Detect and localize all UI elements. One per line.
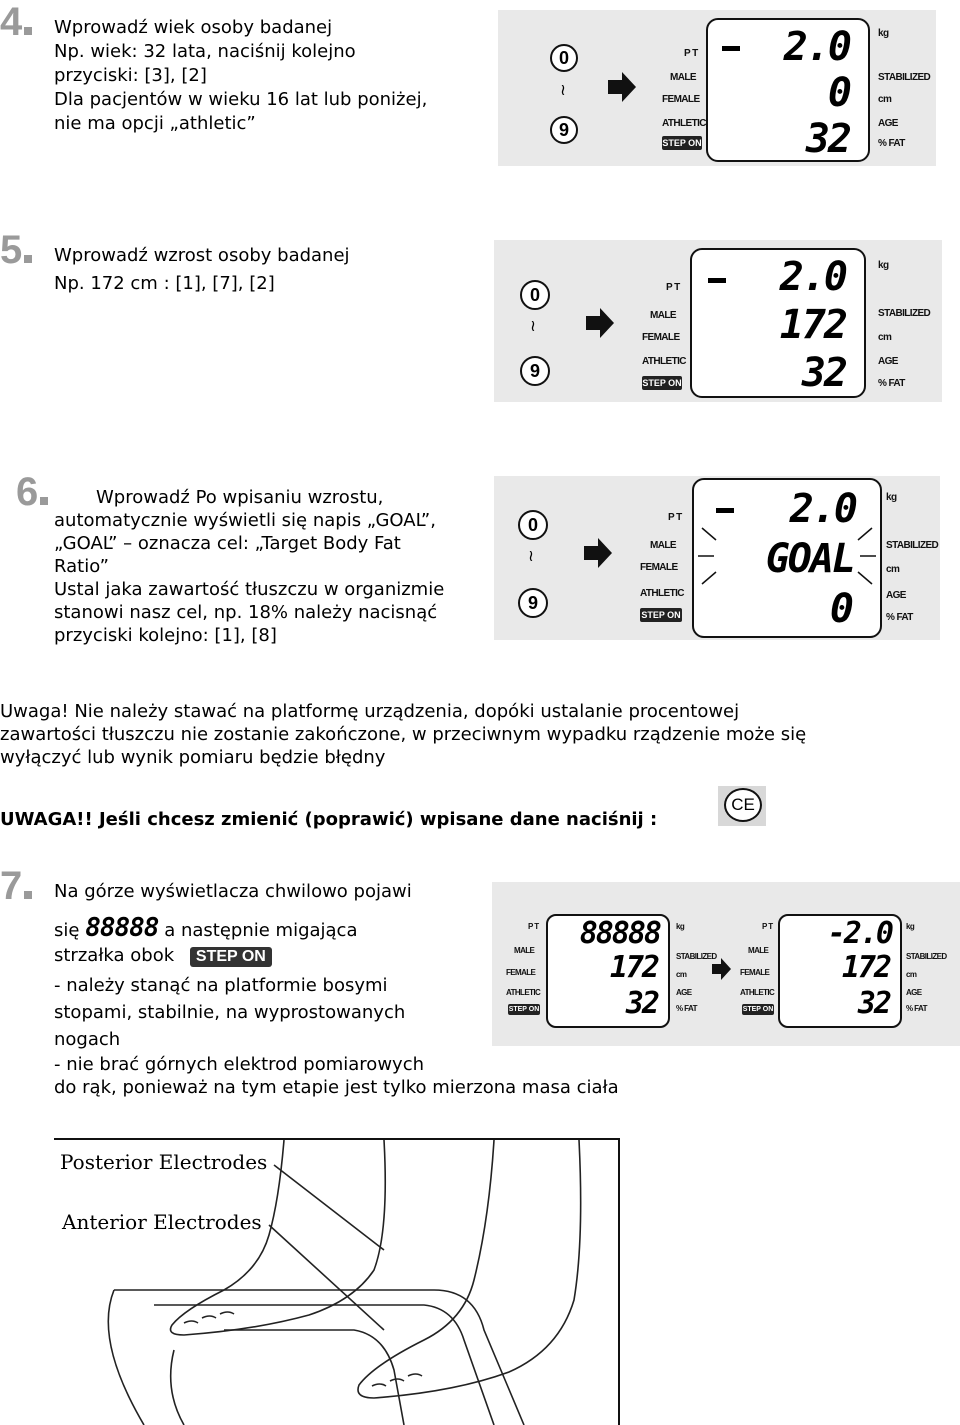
label-female: FEMALE [640, 562, 678, 573]
label-kg: kg [878, 28, 889, 39]
label-male: MALE [650, 310, 676, 321]
ce-button-icon: CE [718, 786, 766, 826]
arrow-right-icon [584, 538, 614, 568]
key-nine-icon: 9 [520, 356, 550, 386]
lcd-screen [692, 478, 882, 638]
label-pt: P T [666, 282, 680, 293]
lcd-screen [690, 248, 866, 398]
step-on-badge: STEP ON [662, 138, 702, 148]
step-number-7: 7 [0, 866, 32, 906]
step7-line3: strzałka obok STEP ON [54, 944, 272, 968]
label-kg: kg [906, 922, 915, 931]
lcd-bot-value: 0 [829, 586, 852, 632]
label-stabilized: STABILIZED [878, 72, 931, 83]
label-athletic: ATHLETIC [642, 356, 686, 367]
label-female: FEMALE [662, 94, 700, 105]
label-athletic: ATHLETIC [662, 118, 706, 129]
lcd-a-mid-value: 172 [609, 950, 658, 985]
arrow-right-icon [608, 72, 638, 102]
label-age: AGE [878, 356, 898, 367]
label-age: AGE [676, 988, 692, 997]
arrow-right-icon [712, 958, 732, 980]
lcd-a-bot-value: 32 [625, 986, 658, 1021]
step-on-badge: STEP ON [742, 1006, 774, 1013]
step7-line1: Na górze wyświetlacza chwilowo pojawi [54, 881, 412, 902]
blink-rays-icon [694, 520, 880, 600]
key-nine-icon: 9 [550, 116, 578, 144]
label-male: MALE [514, 946, 535, 955]
lcd-mid-value: 0 [827, 70, 850, 116]
label-kg: kg [878, 260, 889, 271]
label-athletic: ATHLETIC [740, 988, 775, 997]
lcd-b-bot-value: 32 [857, 986, 890, 1021]
lcd-top-value: 2.0 [789, 486, 856, 532]
key-zero-icon: 0 [550, 44, 578, 72]
label-pt: P T [668, 512, 682, 523]
label-unit-mid: cm [878, 332, 892, 343]
lcd-bot-value: 32 [805, 116, 850, 162]
label-male: MALE [748, 946, 769, 955]
label-anterior-electrodes: Anterior Electrodes [62, 1210, 262, 1234]
feet-on-scale-drawing [54, 1140, 618, 1425]
minus-segment [722, 46, 740, 51]
lcd-panel-step5 [494, 240, 942, 402]
lcd-bot-value: 32 [801, 350, 846, 396]
label-stabilized: STABILIZED [878, 308, 931, 319]
label-stabilized: STABILIZED [906, 952, 947, 961]
label-pt: P T [528, 922, 539, 931]
squiggle-icon: ≀ [530, 316, 536, 335]
label-age: AGE [886, 590, 906, 601]
lcd-top-value: 2.0 [783, 24, 850, 70]
key-nine-icon: 9 [518, 588, 548, 618]
label-female: FEMALE [506, 968, 536, 977]
label-male: MALE [670, 72, 696, 83]
lcd-top-value: 2.0 [779, 254, 846, 300]
step-on-badge: STEP ON [508, 1006, 540, 1013]
label-male: MALE [650, 540, 676, 551]
minus-segment [708, 278, 726, 283]
lcd-b-top-value: -2.0 [827, 916, 892, 951]
label-fat: % FAT [886, 612, 913, 623]
label-age: AGE [878, 118, 898, 129]
step6-text: Wprowadź Po wpisaniu wzrostu, automatycznie wyświetli się napis „GOAL”, „GOAL” – oznacza cel: „Target Body Fat Ratio” Ustal jaka zawartość tłuszczu w organizmie stanowi nasz cel, np. 18% należy nacisnąć przyciski kolejno: [1], [8] [54, 487, 445, 646]
lcd-screen-a [546, 914, 670, 1028]
key-zero-icon: 0 [520, 280, 550, 310]
label-unit-mid: cm [676, 970, 687, 979]
squiggle-icon: ≀ [560, 80, 566, 99]
label-unit-mid: cm [886, 564, 900, 575]
lcd-screen-b [778, 914, 902, 1028]
label-posterior-electrodes: Posterior Electrodes [60, 1150, 268, 1174]
lcd-panel-step7 [492, 882, 960, 1046]
label-age: AGE [906, 988, 922, 997]
label-unit-mid: cm [906, 970, 917, 979]
step7-line2: się 88888 a następnie migająca [54, 913, 358, 943]
label-kg: kg [886, 492, 897, 503]
lcd-mid-value: 172 [779, 302, 846, 348]
segment-88888-inline: 88888 [85, 913, 159, 943]
label-stabilized: STABILIZED [886, 540, 939, 551]
scale-illustration [54, 1138, 620, 1425]
lcd-b-mid-value: 172 [841, 950, 890, 985]
label-female: FEMALE [740, 968, 770, 977]
step5-text: Wprowadź wzrost osoby badanej Np. 172 cm : [1], [7], [2] [54, 245, 350, 294]
label-kg: kg [676, 922, 685, 931]
uwaga-text: UWAGA!! Jeśli chcesz zmienić (poprawić) wpisane dane naciśnij : [0, 809, 658, 830]
step-number-5: 5 [0, 230, 32, 270]
label-pt: P T [762, 922, 773, 931]
lcd-mid-value: GOAL [765, 536, 854, 582]
lcd-a-top-value: 88888 [579, 916, 660, 951]
minus-segment [716, 508, 734, 513]
label-female: FEMALE [642, 332, 680, 343]
step4-text: Wprowadź wiek osoby badanej Np. wiek: 32 lata, naciśnij kolejno przyciski: [3], [2] Dla pacjentów w wieku 16 lat lub poniżej, nie ma opcji „athletic” [54, 17, 428, 134]
label-fat: % FAT [878, 138, 905, 149]
label-fat: % FAT [676, 1004, 697, 1013]
label-athletic: ATHLETIC [506, 988, 541, 997]
label-unit-mid: cm [878, 94, 892, 105]
step-number-4: 4 [0, 2, 32, 42]
step7-rest: - należy stanąć na platformie bosymi stopami, stabilnie, na wyprostowanych nogach - nie brać górnych elektrod pomiarowych do rąk, ponieważ na tym etapie jest tylko mierzona masa ciała [54, 975, 619, 1098]
label-pt: P T [684, 48, 698, 59]
lcd-screen [706, 18, 870, 162]
label-fat: % FAT [878, 378, 905, 389]
step-on-badge: STEP ON [641, 610, 681, 620]
label-fat: % FAT [906, 1004, 927, 1013]
lcd-panel-step4 [498, 10, 936, 166]
step-number-6: 6 [16, 472, 48, 512]
label-stabilized: STABILIZED [676, 952, 717, 961]
label-athletic: ATHLETIC [640, 588, 684, 599]
warning-text: Uwaga! Nie należy stawać na platformę urządzenia, dopóki ustalanie procentowej zawartości tłuszczu nie zostanie zakończone, w przeciwnym wypadku rządzenie może się wyłączyć lub wynik pomiaru będzie błędny [0, 701, 807, 768]
lcd-panel-step6 [494, 476, 940, 640]
step-on-inline-badge: STEP ON [190, 947, 272, 967]
arrow-right-icon [586, 308, 616, 338]
key-zero-icon: 0 [518, 510, 548, 540]
step-on-badge: STEP ON [642, 378, 682, 388]
squiggle-icon: ≀ [528, 546, 534, 565]
